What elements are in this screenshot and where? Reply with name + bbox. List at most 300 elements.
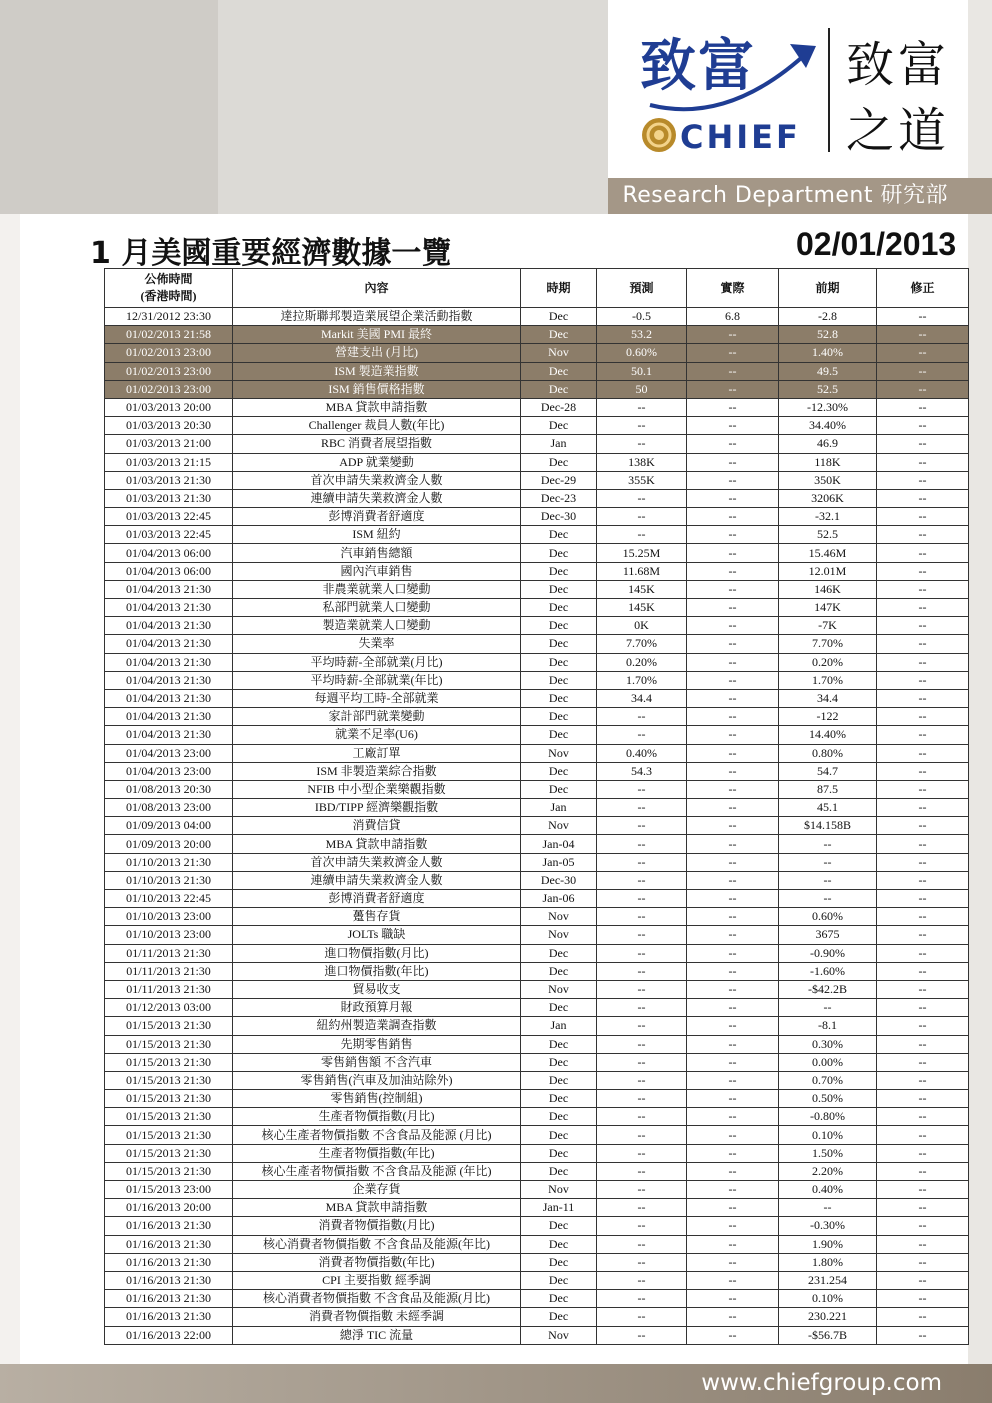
logo-english-text: CHIEF (680, 118, 801, 156)
cell-period: Jan (521, 799, 597, 817)
cell-previous: 0.60% (779, 908, 877, 926)
cell-actual: -- (687, 1181, 779, 1199)
cell-content: 消費者物價指數 未經季調 (233, 1308, 521, 1326)
cell-forecast: 0.20% (597, 653, 687, 671)
logo-divider (828, 28, 830, 152)
cell-period: Dec (521, 580, 597, 598)
cell-content: 每週平均工時-全部就業 (233, 689, 521, 707)
cell-revised: -- (877, 1181, 969, 1199)
slogan-line-1: 致富 (846, 37, 951, 93)
cell-revised: -- (877, 599, 969, 617)
cell-content: Challenger 裁員人數(年比) (233, 417, 521, 435)
cell-time: 01/02/2013 21:58 (105, 326, 233, 344)
cell-period: Dec (521, 671, 597, 689)
cell-time: 01/15/2013 23:00 (105, 1181, 233, 1199)
cell-previous: 45.1 (779, 799, 877, 817)
cell-time: 01/10/2013 21:30 (105, 853, 233, 871)
table-row (105, 417, 969, 435)
cell-period: Dec (521, 1090, 597, 1108)
cell-revised: -- (877, 817, 969, 835)
header-previous: 前期 (779, 269, 877, 308)
cell-actual: -- (687, 380, 779, 398)
table-row (105, 1271, 969, 1289)
cell-period: Dec (521, 308, 597, 326)
cell-previous: 0.20% (779, 653, 877, 671)
table-row (105, 526, 969, 544)
cell-actual: -- (687, 871, 779, 889)
table-row (105, 1199, 969, 1217)
cell-actual: -- (687, 908, 779, 926)
cell-previous: 34.4 (779, 689, 877, 707)
cell-revised: -- (877, 908, 969, 926)
logo-chinese-text: 致富 (640, 34, 756, 99)
table-row (105, 817, 969, 835)
cell-forecast: -- (597, 780, 687, 798)
cell-period: Jan-04 (521, 835, 597, 853)
cell-revised: -- (877, 726, 969, 744)
cell-period: Nov (521, 980, 597, 998)
cell-forecast: -- (597, 1290, 687, 1308)
cell-period: Dec-23 (521, 489, 597, 507)
cell-previous: 146K (779, 580, 877, 598)
cell-forecast: -- (597, 1181, 687, 1199)
cell-period: Jan-06 (521, 890, 597, 908)
cell-revised: -- (877, 1053, 969, 1071)
cell-actual: -- (687, 980, 779, 998)
cell-time: 01/15/2013 21:30 (105, 1144, 233, 1162)
cell-previous: 1.80% (779, 1253, 877, 1271)
cell-actual: -- (687, 1162, 779, 1180)
header-forecast: 預測 (597, 269, 687, 308)
cell-previous: -1.60% (779, 962, 877, 980)
cell-time: 01/15/2013 21:30 (105, 1035, 233, 1053)
cell-revised: -- (877, 890, 969, 908)
cell-previous: 0.10% (779, 1290, 877, 1308)
cell-revised: -- (877, 980, 969, 998)
cell-revised: -- (877, 489, 969, 507)
cell-period: Dec (521, 708, 597, 726)
cell-forecast: 0K (597, 617, 687, 635)
cell-actual: -- (687, 799, 779, 817)
header-time: 公佈時間 (香港時間) (105, 269, 233, 308)
cell-forecast: -- (597, 1017, 687, 1035)
cell-time: 01/04/2013 21:30 (105, 617, 233, 635)
cell-time: 01/16/2013 22:00 (105, 1326, 233, 1344)
cell-previous: 52.5 (779, 526, 877, 544)
table-row (105, 635, 969, 653)
cell-revised: -- (877, 526, 969, 544)
cell-revised: -- (877, 562, 969, 580)
cell-time: 01/15/2013 21:30 (105, 1090, 233, 1108)
cell-time: 01/04/2013 21:30 (105, 726, 233, 744)
cell-time: 01/15/2013 21:30 (105, 1162, 233, 1180)
cell-previous: 230.221 (779, 1308, 877, 1326)
cell-previous: 118K (779, 453, 877, 471)
table-row (105, 326, 969, 344)
cell-previous: 0.50% (779, 1090, 877, 1108)
cell-actual: -- (687, 562, 779, 580)
table-row (105, 1326, 969, 1344)
cell-time: 01/04/2013 21:30 (105, 671, 233, 689)
cell-revised: -- (877, 671, 969, 689)
cell-period: Dec (521, 1253, 597, 1271)
cell-content: 彭博消費者舒適度 (233, 508, 521, 526)
cell-forecast: -- (597, 1162, 687, 1180)
cell-content: 就業不足率(U6) (233, 726, 521, 744)
table-row (105, 489, 969, 507)
cell-content: 先期零售銷售 (233, 1035, 521, 1053)
table-row (105, 1090, 969, 1108)
cell-time: 01/04/2013 23:00 (105, 744, 233, 762)
cell-previous: -$42.2B (779, 980, 877, 998)
table-row (105, 962, 969, 980)
cell-actual: -- (687, 1071, 779, 1089)
cell-period: Dec (521, 1144, 597, 1162)
cell-previous: -- (779, 1199, 877, 1217)
cell-period: Jan-11 (521, 1199, 597, 1217)
cell-previous: 231.254 (779, 1271, 877, 1289)
cell-period: Dec (521, 653, 597, 671)
table-row (105, 1126, 969, 1144)
cell-period: Dec (521, 362, 597, 380)
cell-time: 01/15/2013 21:30 (105, 1071, 233, 1089)
cell-time: 01/04/2013 21:30 (105, 635, 233, 653)
cell-forecast: -- (597, 726, 687, 744)
cell-actual: -- (687, 817, 779, 835)
cell-forecast: -- (597, 1126, 687, 1144)
cell-actual: -- (687, 1126, 779, 1144)
cell-actual: -- (687, 944, 779, 962)
cell-time: 01/03/2013 22:45 (105, 508, 233, 526)
cell-content: ISM 紐約 (233, 526, 521, 544)
cell-revised: -- (877, 926, 969, 944)
cell-time: 01/11/2013 21:30 (105, 944, 233, 962)
cell-content: ISM 非製造業綜合指數 (233, 762, 521, 780)
cell-time: 01/02/2013 23:00 (105, 344, 233, 362)
cell-period: Dec (521, 1071, 597, 1089)
cell-content: ADP 就業變動 (233, 453, 521, 471)
cell-actual: -- (687, 1090, 779, 1108)
cell-content: 家計部門就業變動 (233, 708, 521, 726)
cell-previous: -8.1 (779, 1017, 877, 1035)
cell-period: Dec (521, 1217, 597, 1235)
cell-content: JOLTs 職缺 (233, 926, 521, 944)
cell-actual: -- (687, 780, 779, 798)
cell-forecast: 53.2 (597, 326, 687, 344)
cell-revised: -- (877, 1235, 969, 1253)
cell-revised: -- (877, 471, 969, 489)
cell-forecast: -- (597, 1271, 687, 1289)
cell-period: Dec-28 (521, 398, 597, 416)
cell-revised: -- (877, 580, 969, 598)
table-row (105, 453, 969, 471)
cell-content: 核心生產者物價指數 不含食品及能源 (年比) (233, 1162, 521, 1180)
table-row (105, 1308, 969, 1326)
slogan-line-2: 之道 (846, 103, 951, 159)
cell-forecast: 11.68M (597, 562, 687, 580)
cell-content: 生產者物價指數(月比) (233, 1108, 521, 1126)
cell-revised: -- (877, 744, 969, 762)
cell-actual: -- (687, 1271, 779, 1289)
table-row (105, 871, 969, 889)
cell-previous: 1.70% (779, 671, 877, 689)
cell-actual: -- (687, 708, 779, 726)
cell-actual: -- (687, 599, 779, 617)
cell-time: 01/04/2013 21:30 (105, 580, 233, 598)
cell-time: 01/16/2013 21:30 (105, 1308, 233, 1326)
cell-actual: -- (687, 726, 779, 744)
cell-time: 01/11/2013 21:30 (105, 962, 233, 980)
cell-previous: 3675 (779, 926, 877, 944)
cell-actual: 6.8 (687, 308, 779, 326)
cell-actual: -- (687, 326, 779, 344)
cell-content: 生產者物價指數(年比) (233, 1144, 521, 1162)
cell-content: 躉售存貨 (233, 908, 521, 926)
cell-period: Nov (521, 1181, 597, 1199)
cell-time: 01/04/2013 23:00 (105, 762, 233, 780)
cell-forecast: -- (597, 799, 687, 817)
cell-time: 01/03/2013 21:00 (105, 435, 233, 453)
cell-content: RBC 消費者展望指數 (233, 435, 521, 453)
cell-forecast: -- (597, 1108, 687, 1126)
cell-previous: -122 (779, 708, 877, 726)
cell-actual: -- (687, 544, 779, 562)
cell-time: 01/04/2013 21:30 (105, 653, 233, 671)
cell-content: 達拉斯聯邦製造業展望企業活動指數 (233, 308, 521, 326)
cell-period: Dec-30 (521, 508, 597, 526)
table-row (105, 726, 969, 744)
footer-url: www.chiefgroup.com (701, 1370, 942, 1396)
cell-content: 零售銷售(控制組) (233, 1090, 521, 1108)
cell-previous: 14.40% (779, 726, 877, 744)
cell-revised: -- (877, 653, 969, 671)
cell-forecast: -- (597, 1071, 687, 1089)
table-row (105, 653, 969, 671)
cell-revised: -- (877, 398, 969, 416)
cell-actual: -- (687, 1017, 779, 1035)
table-row (105, 853, 969, 871)
cell-actual: -- (687, 653, 779, 671)
table-row (105, 617, 969, 635)
table-row (105, 1217, 969, 1235)
table-row (105, 580, 969, 598)
cell-content: MBA 貸款申請指數 (233, 1199, 521, 1217)
cell-revised: -- (877, 1144, 969, 1162)
cell-period: Dec (521, 1053, 597, 1071)
cell-previous: -- (779, 853, 877, 871)
cell-previous: -0.30% (779, 1217, 877, 1235)
cell-content: Markit 美國 PMI 最終 (233, 326, 521, 344)
cell-period: Dec (521, 944, 597, 962)
cell-time: 01/15/2013 21:30 (105, 1053, 233, 1071)
header-content: 內容 (233, 269, 521, 308)
cell-period: Jan-05 (521, 853, 597, 871)
cell-content: 核心生產者物價指數 不含食品及能源 (月比) (233, 1126, 521, 1144)
cell-content: 零售銷售額 不含汽車 (233, 1053, 521, 1071)
cell-forecast: 1.70% (597, 671, 687, 689)
cell-time: 01/12/2013 03:00 (105, 999, 233, 1017)
cell-period: Nov (521, 744, 597, 762)
cell-revised: -- (877, 1199, 969, 1217)
cell-revised: -- (877, 544, 969, 562)
cell-actual: -- (687, 1326, 779, 1344)
cell-previous: -32.1 (779, 508, 877, 526)
cell-forecast: -- (597, 417, 687, 435)
cell-time: 01/16/2013 21:30 (105, 1253, 233, 1271)
cell-revised: -- (877, 1162, 969, 1180)
cell-previous: 147K (779, 599, 877, 617)
cell-forecast: -- (597, 1090, 687, 1108)
cell-content: 進口物價指數(月比) (233, 944, 521, 962)
cell-forecast: 355K (597, 471, 687, 489)
cell-content: 進口物價指數(年比) (233, 962, 521, 980)
header-revised: 修正 (877, 269, 969, 308)
cell-content: 製造業就業人口變動 (233, 617, 521, 635)
cell-previous: -0.90% (779, 944, 877, 962)
cell-time: 01/09/2013 20:00 (105, 835, 233, 853)
cell-period: Dec (521, 1162, 597, 1180)
cell-previous: 0.30% (779, 1035, 877, 1053)
cell-actual: -- (687, 471, 779, 489)
cell-actual: -- (687, 926, 779, 944)
cell-period: Nov (521, 926, 597, 944)
cell-content: 企業存貨 (233, 1181, 521, 1199)
cell-period: Dec (521, 1108, 597, 1126)
table-row (105, 544, 969, 562)
cell-time: 12/31/2012 23:30 (105, 308, 233, 326)
cell-previous: 87.5 (779, 780, 877, 798)
cell-time: 01/04/2013 06:00 (105, 544, 233, 562)
cell-time: 01/10/2013 21:30 (105, 871, 233, 889)
cell-previous: -7K (779, 617, 877, 635)
cell-revised: -- (877, 362, 969, 380)
cell-previous: -- (779, 835, 877, 853)
cell-actual: -- (687, 398, 779, 416)
cell-actual: -- (687, 999, 779, 1017)
cell-forecast: -- (597, 1199, 687, 1217)
cell-revised: -- (877, 835, 969, 853)
cell-previous: -2.8 (779, 308, 877, 326)
cell-forecast: -- (597, 398, 687, 416)
cell-content: 失業率 (233, 635, 521, 653)
cell-forecast: -- (597, 1326, 687, 1344)
cell-time: 01/16/2013 21:30 (105, 1271, 233, 1289)
cell-content: 消費者物價指數(年比) (233, 1253, 521, 1271)
cell-content: 工廠訂單 (233, 744, 521, 762)
cell-content: 連續申請失業救濟金人數 (233, 871, 521, 889)
cell-revised: -- (877, 380, 969, 398)
logo-coin-icon (640, 116, 678, 154)
cell-actual: -- (687, 617, 779, 635)
cell-actual: -- (687, 853, 779, 871)
cell-content: ISM 製造業指數 (233, 362, 521, 380)
cell-content: 平均時薪-全部就業(年比) (233, 671, 521, 689)
cell-period: Dec (521, 617, 597, 635)
table-row (105, 1017, 969, 1035)
cell-previous: 1.50% (779, 1144, 877, 1162)
cell-time: 01/04/2013 21:30 (105, 689, 233, 707)
cell-previous: 15.46M (779, 544, 877, 562)
header-period: 時期 (521, 269, 597, 308)
cell-time: 01/16/2013 21:30 (105, 1235, 233, 1253)
cell-forecast: 50 (597, 380, 687, 398)
cell-revised: -- (877, 853, 969, 871)
cell-time: 01/15/2013 21:30 (105, 1017, 233, 1035)
cell-period: Dec (521, 780, 597, 798)
cell-actual: -- (687, 671, 779, 689)
cell-content: 非農業就業人口變動 (233, 580, 521, 598)
cell-content: 核心消費者物價指數 不含食品及能源(月比) (233, 1290, 521, 1308)
cell-previous: 1.90% (779, 1235, 877, 1253)
cell-actual: -- (687, 362, 779, 380)
cell-content: 連續申請失業救濟金人數 (233, 489, 521, 507)
cell-forecast: -- (597, 1235, 687, 1253)
cell-period: Dec (521, 1235, 597, 1253)
cell-content: 消費者物價指數(月比) (233, 1217, 521, 1235)
table-row (105, 708, 969, 726)
cell-revised: -- (877, 417, 969, 435)
cell-forecast: -- (597, 871, 687, 889)
cell-revised: -- (877, 326, 969, 344)
cell-time: 01/03/2013 20:30 (105, 417, 233, 435)
cell-actual: -- (687, 890, 779, 908)
cell-forecast: 138K (597, 453, 687, 471)
cell-time: 01/04/2013 21:30 (105, 599, 233, 617)
cell-previous: 350K (779, 471, 877, 489)
cell-previous: 0.70% (779, 1071, 877, 1089)
cell-revised: -- (877, 1108, 969, 1126)
cell-actual: -- (687, 689, 779, 707)
cell-forecast: -- (597, 962, 687, 980)
cell-period: Dec (521, 562, 597, 580)
cell-actual: -- (687, 580, 779, 598)
cell-revised: -- (877, 635, 969, 653)
cell-period: Dec (521, 1308, 597, 1326)
cell-forecast: -- (597, 526, 687, 544)
table-header-row (105, 269, 969, 308)
cell-actual: -- (687, 508, 779, 526)
cell-actual: -- (687, 344, 779, 362)
cell-actual: -- (687, 526, 779, 544)
cell-forecast: -0.5 (597, 308, 687, 326)
cell-content: 消費信貸 (233, 817, 521, 835)
table-row (105, 1035, 969, 1053)
cell-time: 01/10/2013 22:45 (105, 890, 233, 908)
cell-previous: 49.5 (779, 362, 877, 380)
cell-forecast: -- (597, 980, 687, 998)
table-row (105, 926, 969, 944)
cell-period: Dec (521, 544, 597, 562)
cell-period: Nov (521, 908, 597, 926)
cell-forecast: -- (597, 489, 687, 507)
cell-revised: -- (877, 435, 969, 453)
table-row (105, 1108, 969, 1126)
cell-previous: -- (779, 871, 877, 889)
cell-actual: -- (687, 635, 779, 653)
cell-content: ISM 銷售價格指數 (233, 380, 521, 398)
cell-period: Dec (521, 999, 597, 1017)
cell-time: 01/02/2013 23:00 (105, 362, 233, 380)
cell-actual: -- (687, 435, 779, 453)
cell-revised: -- (877, 689, 969, 707)
cell-revised: -- (877, 1071, 969, 1089)
cell-time: 01/16/2013 20:00 (105, 1199, 233, 1217)
cell-content: 核心消費者物價指數 不含食品及能源(年比) (233, 1235, 521, 1253)
table-row (105, 944, 969, 962)
cell-previous: 34.40% (779, 417, 877, 435)
cell-content: 私部門就業人口變動 (233, 599, 521, 617)
cell-forecast: -- (597, 908, 687, 926)
